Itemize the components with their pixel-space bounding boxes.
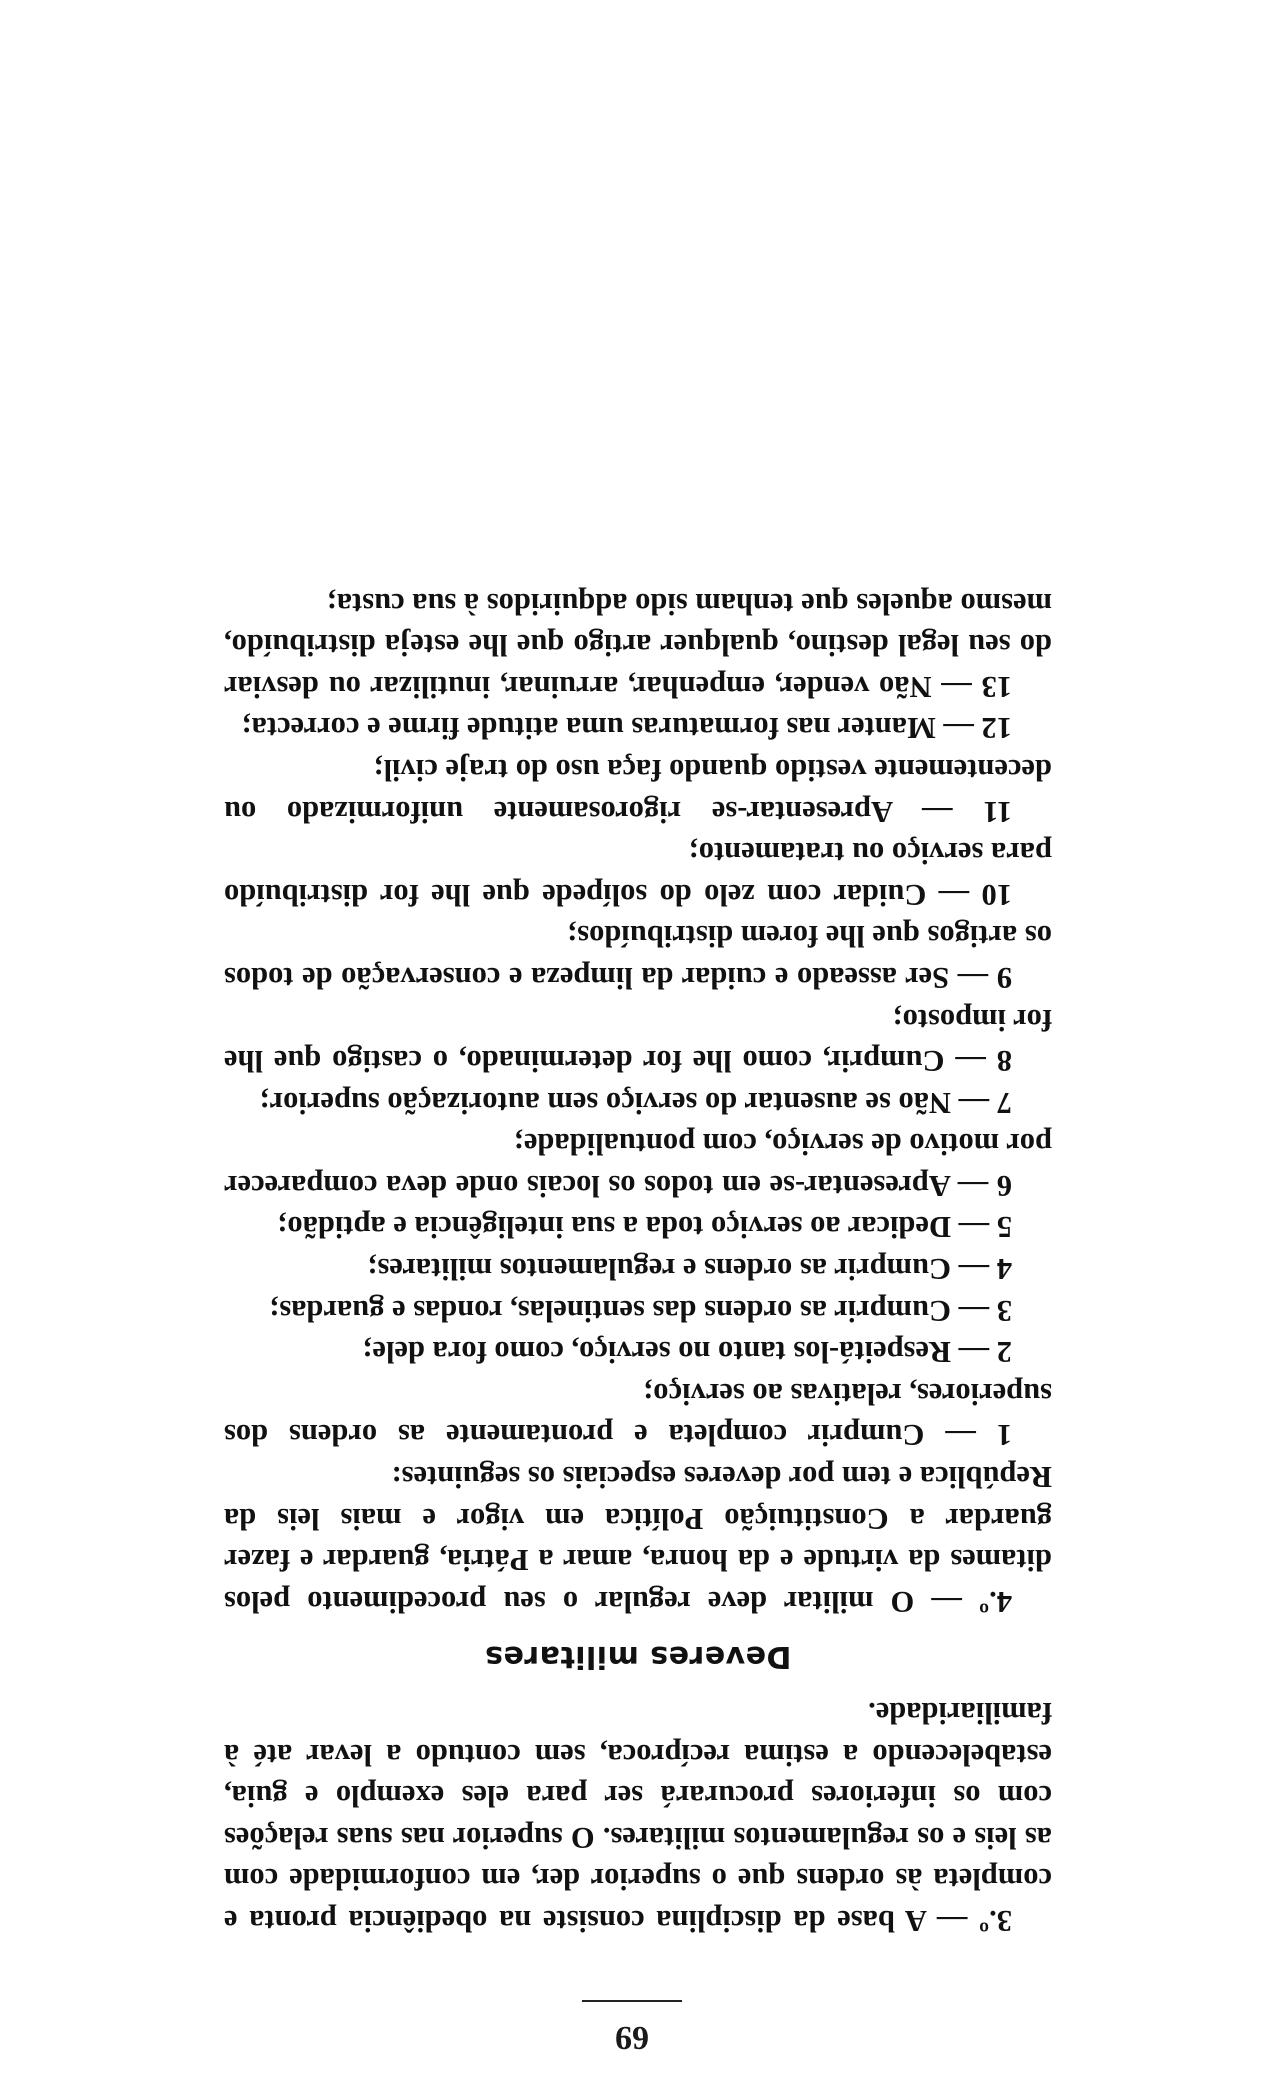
duty-item: 2 — Respeitá-los tanto no serviço, como fora dele; [362, 1335, 1012, 1370]
duty-item: 11 — Apresentar-se rigorosamente uniformizado ou decentemente vestido quando faça uso do traje civil; [224, 752, 1052, 829]
duty-item: 8 — Cumprir, como lhe for determinado, o castigo que lhe for imposto; [224, 1002, 1052, 1079]
duty-item: 6 — Apresentar-se em todos os locais onde deva comparecer por motivo de serviço, com pontualidade; [224, 1127, 1052, 1203]
text-block [224, 582, 1052, 1941]
duty-item: 10 — Cuidar com zelo do solípede que lhe for distribuído para serviço ou tratamento; [224, 836, 1052, 912]
page-number: 69 [615, 2019, 649, 2056]
duty-item: 5 — Dedicar ao serviço toda a sua inteligência e aptidão; [277, 1210, 1012, 1245]
duty-item: 1 — Cumprir completa e prontamente as ordens dos superiores, relativas ao serviço; [224, 1376, 1052, 1453]
duty-item: 13 — Não vender, empenhar, arruinar, inutilizar ou desviar do seu legal destino, qualquer artigo que lhe esteja distribuído, mesmo aqueles que tenham sido adquiridos à sua custa; [224, 586, 1052, 704]
page-number-rule [582, 2000, 682, 2002]
duty-item: 3 — Cumprir as ordens das sentinelas, rondas e guardas; [269, 1293, 1012, 1328]
article-4-paragraph: 4.º — O militar deve regular o seu procedimento pelos ditames da virtude e da honra, amar a Pátria, guardar e fazer guardar a Constituição Política em vigor e mais leis da República e tem por deveres especiais os seguintes: [224, 1460, 1052, 1619]
section-title: Deveres militares [484, 1639, 792, 1675]
duty-item: 7 — Não se ausentar do serviço sem autorização superior; [259, 1085, 1012, 1120]
duty-item: 12 — Manter nas formaturas uma atitude firme e correcta; [241, 711, 1012, 746]
duty-item: 9 — Ser asseado e cuidar da limpeza e conservação de todos os artigos que lhe forem distribuídos; [224, 919, 1052, 995]
duty-item: 4 — Cumprir as ordens e regulamentos militares; [367, 1252, 1012, 1287]
article-3-paragraph: 3.º — A base da disciplina consiste na obediência pronta e completa às ordens que o superior der, em conformidade com as leis e os regulamentos militares. O superior nas suas relações com os inferiores procurará ser para eles exemplo e guia, estabelecendo a estima recíproca, sem contudo a levar até à familiaridade. [224, 1696, 1052, 1938]
